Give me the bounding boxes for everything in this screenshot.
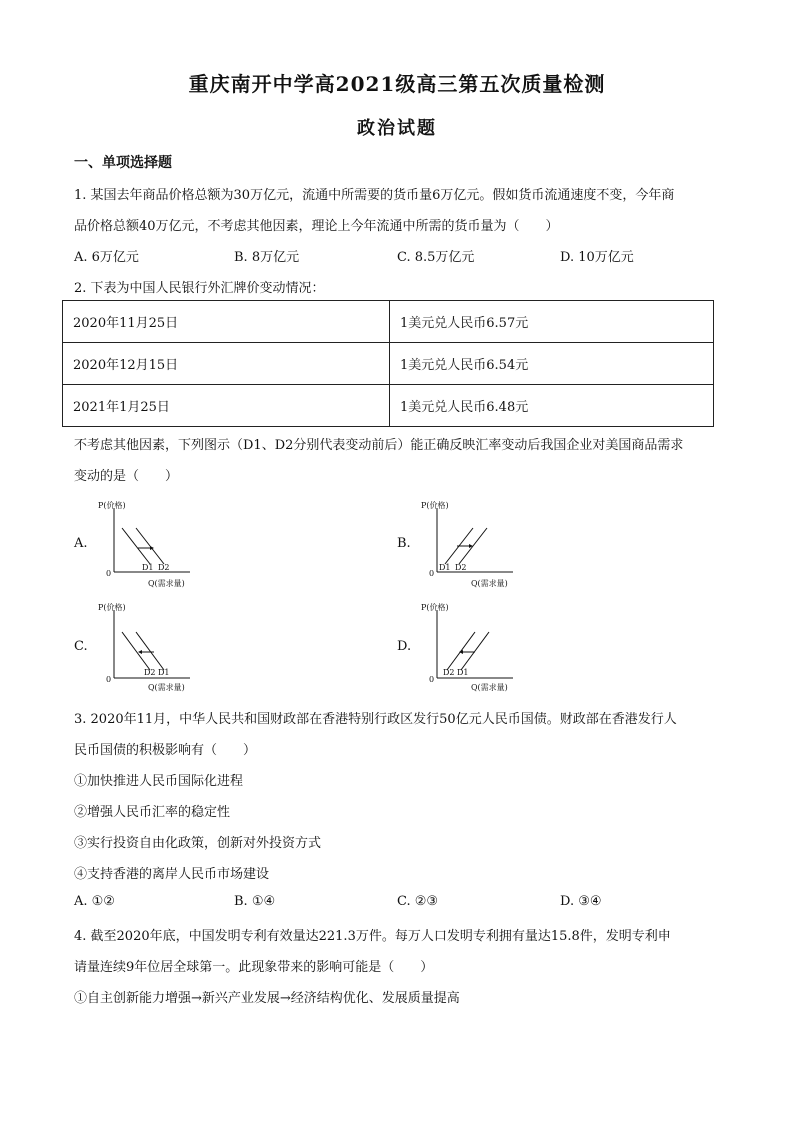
table-row bbox=[63, 301, 714, 343]
x-axis-label: Q(需求量) bbox=[471, 579, 508, 588]
table-cell-date: 2020年11月25日 bbox=[63, 301, 390, 343]
q1-option-a: A. 6万亿元 bbox=[74, 250, 139, 265]
demand-curve-left bbox=[122, 632, 150, 670]
curve-label-right: D2 bbox=[158, 563, 170, 572]
q1-stem-line2: 品价格总额40万亿元，不考虑其他因素，理论上今年流通中所需的货币量为（ ） bbox=[74, 219, 559, 234]
x-axis-label: Q(需求量) bbox=[148, 683, 185, 692]
origin-label: 0 bbox=[429, 569, 435, 578]
y-axis-label: P(价格) bbox=[98, 501, 126, 510]
q3-option-a: A. ①② bbox=[74, 894, 115, 909]
q3-item-4: ④支持香港的离岸人民币市场建设 bbox=[74, 867, 270, 882]
q1-stem-line1: 1. 某国去年商品价格总额为30万亿元，流通中所需要的货币量6万亿元。假如货币流通速度不变，今年商 bbox=[74, 188, 675, 203]
x-axis-label: Q(需求量) bbox=[148, 579, 185, 588]
q3-stem-line2: 民币国债的积极影响有（ ） bbox=[74, 743, 257, 758]
curve-label-right: D1 bbox=[158, 668, 170, 677]
graph-b-label: B. bbox=[397, 536, 411, 551]
curve-label-left: D2 bbox=[443, 668, 455, 677]
table-cell-date: 2020年12月15日 bbox=[63, 343, 390, 385]
origin-label: 0 bbox=[429, 675, 435, 684]
demand-graph-a bbox=[92, 498, 202, 590]
table-cell-rate: 1美元兑人民币6.48元 bbox=[390, 385, 714, 427]
q4-stem-line2: 请量连续9年位居全球第一。此现象带来的影响可能是（ ） bbox=[74, 960, 434, 975]
demand-graph-d bbox=[415, 600, 525, 692]
table-row bbox=[63, 385, 714, 427]
q3-option-c: C. ②③ bbox=[397, 894, 439, 909]
demand-curve-left bbox=[122, 528, 150, 564]
q1-option-b: B. 8万亿元 bbox=[234, 250, 300, 265]
graph-c-label: C. bbox=[74, 639, 88, 654]
exchange-rate-table bbox=[62, 300, 714, 427]
q4-stem-line1: 4. 截至2020年底，中国发明专利有效量达221.3万件。每万人口发明专利拥有量达15.8件，发明专利申 bbox=[74, 929, 671, 944]
q3-option-b: B. ①④ bbox=[234, 894, 276, 909]
arrow-head-right-icon bbox=[150, 546, 154, 550]
table-cell-rate: 1美元兑人民币6.54元 bbox=[390, 343, 714, 385]
graph-a-label: A. bbox=[74, 536, 88, 551]
y-axis-label: P(价格) bbox=[98, 603, 126, 612]
table-cell-rate: 1美元兑人民币6.57元 bbox=[390, 301, 714, 343]
q2-stem-line1: 不考虑其他因素，下列图示（D1、D2分别代表变动前后）能正确反映汇率变动后我国企业对美国商品需求 bbox=[74, 438, 684, 453]
origin-label: 0 bbox=[106, 675, 112, 684]
curve-label-right: D2 bbox=[455, 563, 467, 572]
origin-label: 0 bbox=[106, 569, 112, 578]
x-axis-label: Q(需求量) bbox=[471, 683, 508, 692]
table-cell-date: 2021年1月25日 bbox=[63, 385, 390, 427]
q3-option-d: D. ③④ bbox=[560, 894, 602, 909]
q4-item-1: ①自主创新能力增强→新兴产业发展→经济结构优化、发展质量提高 bbox=[74, 991, 460, 1006]
arrow-head-left-icon bbox=[138, 650, 142, 654]
table-row bbox=[63, 343, 714, 385]
curve-label-left: D1 bbox=[439, 563, 451, 572]
y-axis-label: P(价格) bbox=[421, 501, 449, 510]
curve-label-right: D1 bbox=[457, 668, 469, 677]
q2-intro: 2. 下表为中国人民银行外汇牌价变动情况： bbox=[74, 281, 325, 296]
curve-label-left: D1 bbox=[142, 563, 154, 572]
graph-d-label: D. bbox=[397, 639, 412, 654]
exam-subtitle: 政治试题 bbox=[357, 118, 437, 139]
demand-graph-b bbox=[415, 498, 525, 590]
exam-title: 重庆南开中学高2021级高三第五次质量检测 bbox=[188, 72, 606, 96]
q3-item-3: ③实行投资自由化政策，创新对外投资方式 bbox=[74, 836, 322, 851]
q3-item-1: ①加快推进人民币国际化进程 bbox=[74, 774, 244, 789]
section-heading: 一、单项选择题 bbox=[74, 155, 172, 171]
q1-option-c: C. 8.5万亿元 bbox=[397, 250, 475, 265]
demand-curve-right bbox=[461, 632, 489, 670]
y-axis-label: P(价格) bbox=[421, 603, 449, 612]
q2-stem-line2: 变动的是（ ） bbox=[74, 469, 179, 484]
q3-stem-line1: 3. 2020年11月，中华人民共和国财政部在香港特别行政区发行50亿元人民币国债。财政部在香港发行人 bbox=[74, 712, 677, 727]
curve-label-left: D2 bbox=[144, 668, 156, 677]
demand-graph-c bbox=[92, 600, 202, 692]
q3-item-2: ②增强人民币汇率的稳定性 bbox=[74, 805, 231, 820]
q1-option-d: D. 10万亿元 bbox=[560, 250, 634, 265]
